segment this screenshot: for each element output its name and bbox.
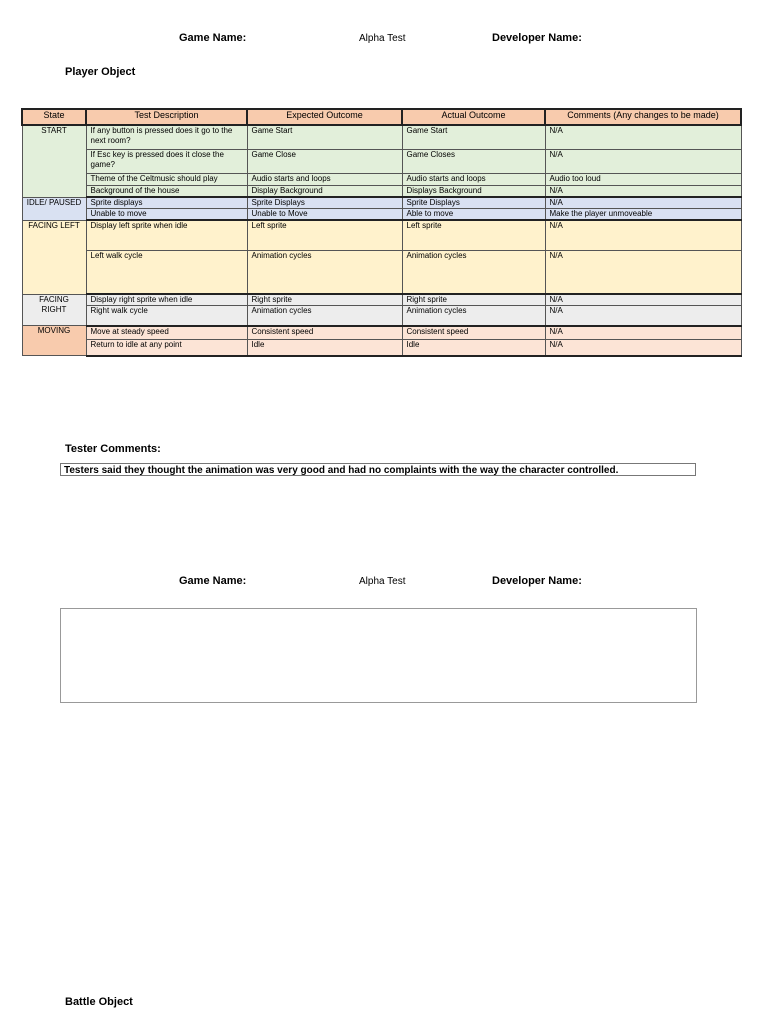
column-header-comments: Comments (Any changes to be made) xyxy=(545,109,741,125)
actual-outcome-cell: Sprite Displays xyxy=(402,197,545,209)
actual-outcome-cell: Left sprite xyxy=(402,220,545,250)
column-header-test-description: Test Description xyxy=(86,109,247,125)
column-header-state: State xyxy=(22,109,86,125)
tester-comments-label: Tester Comments: xyxy=(65,443,161,455)
test-description-cell: Sprite displays xyxy=(86,197,247,209)
table-row xyxy=(22,173,741,185)
actual-outcome-cell: Displays Background xyxy=(402,185,545,197)
expected-outcome-cell: Right sprite xyxy=(247,294,402,306)
tester-comments-box: Testers said they thought the animation was very good and had no complaints with the way the character controlled. xyxy=(60,463,696,476)
table-row xyxy=(22,340,741,356)
column-header-actual-outcome: Actual Outcome xyxy=(402,109,545,125)
test-description-cell: Left walk cycle xyxy=(86,250,247,294)
test-description-cell: Move at steady speed xyxy=(86,326,247,340)
test-description-cell: Background of the house xyxy=(86,185,247,197)
expected-outcome-cell: Display Background xyxy=(247,185,402,197)
comments-cell: N/A xyxy=(545,149,741,173)
expected-outcome-cell: Consistent speed xyxy=(247,326,402,340)
actual-outcome-cell: Able to move xyxy=(402,209,545,221)
table-row xyxy=(22,250,741,294)
blank-content-box xyxy=(60,608,697,703)
section-title-player-object: Player Object xyxy=(65,66,136,78)
comments-cell: N/A xyxy=(545,197,741,209)
game-name-value: Alpha Test xyxy=(359,33,406,44)
column-header-expected-outcome: Expected Outcome xyxy=(247,109,402,125)
expected-outcome-cell: Animation cycles xyxy=(247,250,402,294)
table-row xyxy=(22,220,741,250)
table-row xyxy=(22,197,741,209)
actual-outcome-cell: Animation cycles xyxy=(402,250,545,294)
expected-outcome-cell: Game Close xyxy=(247,149,402,173)
comments-cell: N/A xyxy=(545,185,741,197)
game-name-value-2: Alpha Test xyxy=(359,576,406,587)
state-cell-idle-paused: IDLE/ PAUSED xyxy=(22,197,86,220)
comments-cell: N/A xyxy=(545,340,741,356)
game-name-label-2: Game Name: xyxy=(179,575,247,587)
table-row xyxy=(22,326,741,340)
expected-outcome-cell: Animation cycles xyxy=(247,306,402,326)
test-description-cell: Return to idle at any point xyxy=(86,340,247,356)
table-row xyxy=(22,209,741,221)
test-description-cell: Theme of the Celtmusic should play xyxy=(86,173,247,185)
test-description-cell: Display right sprite when idle xyxy=(86,294,247,306)
comments-cell: N/A xyxy=(545,306,741,326)
test-description-cell: Unable to move xyxy=(86,209,247,221)
test-table xyxy=(21,108,742,357)
table-row xyxy=(22,149,741,173)
table-row xyxy=(22,185,741,197)
table-row xyxy=(22,125,741,149)
actual-outcome-cell: Audio starts and loops xyxy=(402,173,545,185)
actual-outcome-cell: Right sprite xyxy=(402,294,545,306)
state-cell-moving: MOVING xyxy=(22,326,86,356)
actual-outcome-cell: Consistent speed xyxy=(402,326,545,340)
test-description-cell: Right walk cycle xyxy=(86,306,247,326)
table-header-row xyxy=(22,109,741,125)
expected-outcome-cell: Sprite Displays xyxy=(247,197,402,209)
expected-outcome-cell: Idle xyxy=(247,340,402,356)
expected-outcome-cell: Left sprite xyxy=(247,220,402,250)
test-description-cell: If any button is pressed does it go to the next room? xyxy=(86,125,247,149)
comments-cell: N/A xyxy=(545,220,741,250)
expected-outcome-cell: Game Start xyxy=(247,125,402,149)
actual-outcome-cell: Animation cycles xyxy=(402,306,545,326)
comments-cell: N/A xyxy=(545,125,741,149)
developer-name-label-2: Developer Name: xyxy=(492,575,582,587)
state-cell-start: START xyxy=(22,125,86,197)
actual-outcome-cell: Game Closes xyxy=(402,149,545,173)
state-cell-facing-right: FACING RIGHT xyxy=(22,294,86,326)
comments-cell: Make the player unmoveable xyxy=(545,209,741,221)
comments-cell: N/A xyxy=(545,250,741,294)
test-description-cell: If Esc key is pressed does it close the game? xyxy=(86,149,247,173)
comments-cell: N/A xyxy=(545,294,741,306)
section-title-battle-object: Battle Object xyxy=(65,996,133,1008)
table-row xyxy=(22,306,741,326)
expected-outcome-cell: Unable to Move xyxy=(247,209,402,221)
developer-name-label: Developer Name: xyxy=(492,32,582,44)
actual-outcome-cell: Idle xyxy=(402,340,545,356)
comments-cell: N/A xyxy=(545,326,741,340)
comments-cell: Audio too loud xyxy=(545,173,741,185)
game-name-label: Game Name: xyxy=(179,32,247,44)
actual-outcome-cell: Game Start xyxy=(402,125,545,149)
expected-outcome-cell: Audio starts and loops xyxy=(247,173,402,185)
table-row xyxy=(22,294,741,306)
state-cell-facing-left: FACING LEFT xyxy=(22,220,86,294)
test-description-cell: Display left sprite when idle xyxy=(86,220,247,250)
